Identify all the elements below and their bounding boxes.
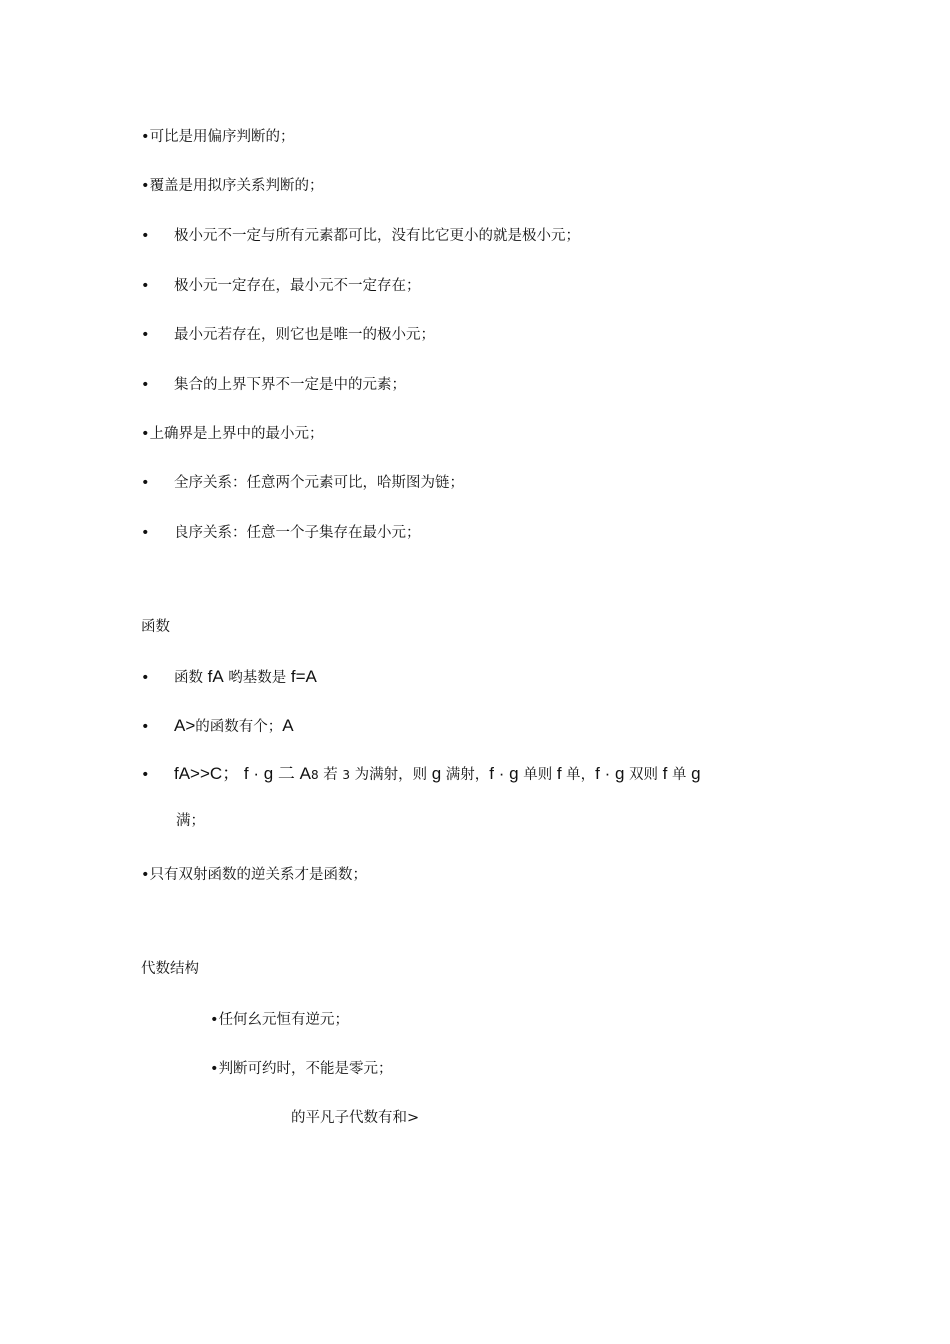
- math-part: f · g 二 A: [239, 764, 311, 783]
- bullet-item-function-count: [141, 716, 294, 737]
- math-part: 8: [311, 768, 319, 782]
- bullet-text: 判断可约时，不能是零元；: [218, 1061, 393, 1077]
- bullet-text: 全序关系：任意两个元素可比，哈斯图为链；: [174, 475, 464, 491]
- bullet-text: 极小元不一定与所有元素都可比，没有比它更小的就是极小元；: [174, 228, 580, 244]
- bullet-text: 最小元若存在，则它也是唯一的极小元；: [174, 327, 435, 343]
- bullet-dot: •: [141, 178, 150, 194]
- bullet-item-cover: [141, 176, 324, 196]
- bullet-item-bounds: [141, 375, 406, 395]
- bullet-item-minimal: [141, 226, 580, 246]
- math-part: f · g: [595, 764, 625, 783]
- text-part: 的函数有个；: [195, 719, 283, 735]
- text-part: 双则: [624, 767, 663, 783]
- math-part: A>: [174, 716, 196, 735]
- bullet-dot: •: [210, 1012, 219, 1028]
- bullet-dot: •: [141, 377, 150, 393]
- math-part: f=A: [290, 667, 317, 686]
- bullet-dot: •: [141, 228, 150, 244]
- text-part: 函数: [174, 670, 208, 686]
- bullet-dot: •: [141, 475, 150, 491]
- bullet-continuation: 满；: [176, 813, 205, 829]
- bullet-text: 任何幺元恒有逆元；: [218, 1012, 350, 1028]
- bullet-dot: •: [141, 525, 150, 541]
- bullet-text: 只有双射函数的逆关系才是函数；: [149, 867, 368, 883]
- bullet-text: 极小元一定存在，最小元不一定存在；: [174, 278, 421, 294]
- text-part: 单则: [518, 767, 557, 783]
- bullet-item-total-order: [141, 473, 464, 493]
- bullet-dot: •: [141, 767, 150, 783]
- math-part: 3: [342, 768, 350, 782]
- math-part: f: [662, 764, 668, 783]
- text-part: 若: [318, 767, 343, 783]
- bullet-text: 良序关系：任意一个子集存在最小元；: [174, 525, 421, 541]
- bullet-item-minimal-exists: [141, 276, 421, 296]
- section-heading-function: 函数: [141, 619, 170, 635]
- text-part: 为满射，则: [350, 767, 432, 783]
- math-part: A: [282, 716, 294, 735]
- bullet-dot: •: [141, 129, 150, 145]
- math-part: g: [691, 764, 701, 783]
- bullet-dot: •: [141, 426, 150, 442]
- bullet-dot: •: [141, 867, 150, 883]
- text-part: 单: [667, 767, 692, 783]
- section-heading-algebra: 代数结构: [141, 961, 199, 977]
- bullet-item-least-unique: [141, 325, 435, 345]
- text-part: 满射，: [441, 767, 490, 783]
- math-part: f · g: [489, 764, 519, 783]
- bullet-text: 集合的上界下界不一定是中的元素；: [174, 377, 406, 393]
- bullet-dot: •: [141, 278, 150, 294]
- bullet-dot: •: [141, 670, 150, 686]
- bullet-dot: •: [141, 719, 150, 735]
- text-trivial-subalgebra: 的平凡子代数有和>: [291, 1110, 420, 1126]
- bullet-text: 上确界是上界中的最小元；: [149, 426, 324, 442]
- text-part: 哟基数是: [223, 670, 291, 686]
- math-part: fA: [207, 667, 224, 686]
- bullet-item-supremum: [141, 424, 324, 444]
- bullet-item-composition: [141, 764, 701, 785]
- bullet-item-well-order: [141, 523, 421, 543]
- text-part: 单，: [561, 767, 596, 783]
- math-part: g: [431, 764, 442, 783]
- math-part: fA>>C；: [174, 764, 240, 783]
- bullet-item-bijection-inverse: [141, 865, 367, 885]
- math-part: f: [556, 764, 562, 783]
- bullet-dot: •: [210, 1061, 219, 1077]
- bullet-item-function-cardinality: [141, 667, 317, 688]
- bullet-item-cancellable: [210, 1059, 393, 1079]
- bullet-text: 覆盖是用拟序关系判断的；: [149, 178, 324, 194]
- bullet-dot: •: [141, 327, 150, 343]
- bullet-text: 可比是用偏序判断的；: [149, 129, 295, 145]
- bullet-item-identity-inverse: [210, 1010, 349, 1030]
- bullet-item-comparable: [141, 127, 295, 147]
